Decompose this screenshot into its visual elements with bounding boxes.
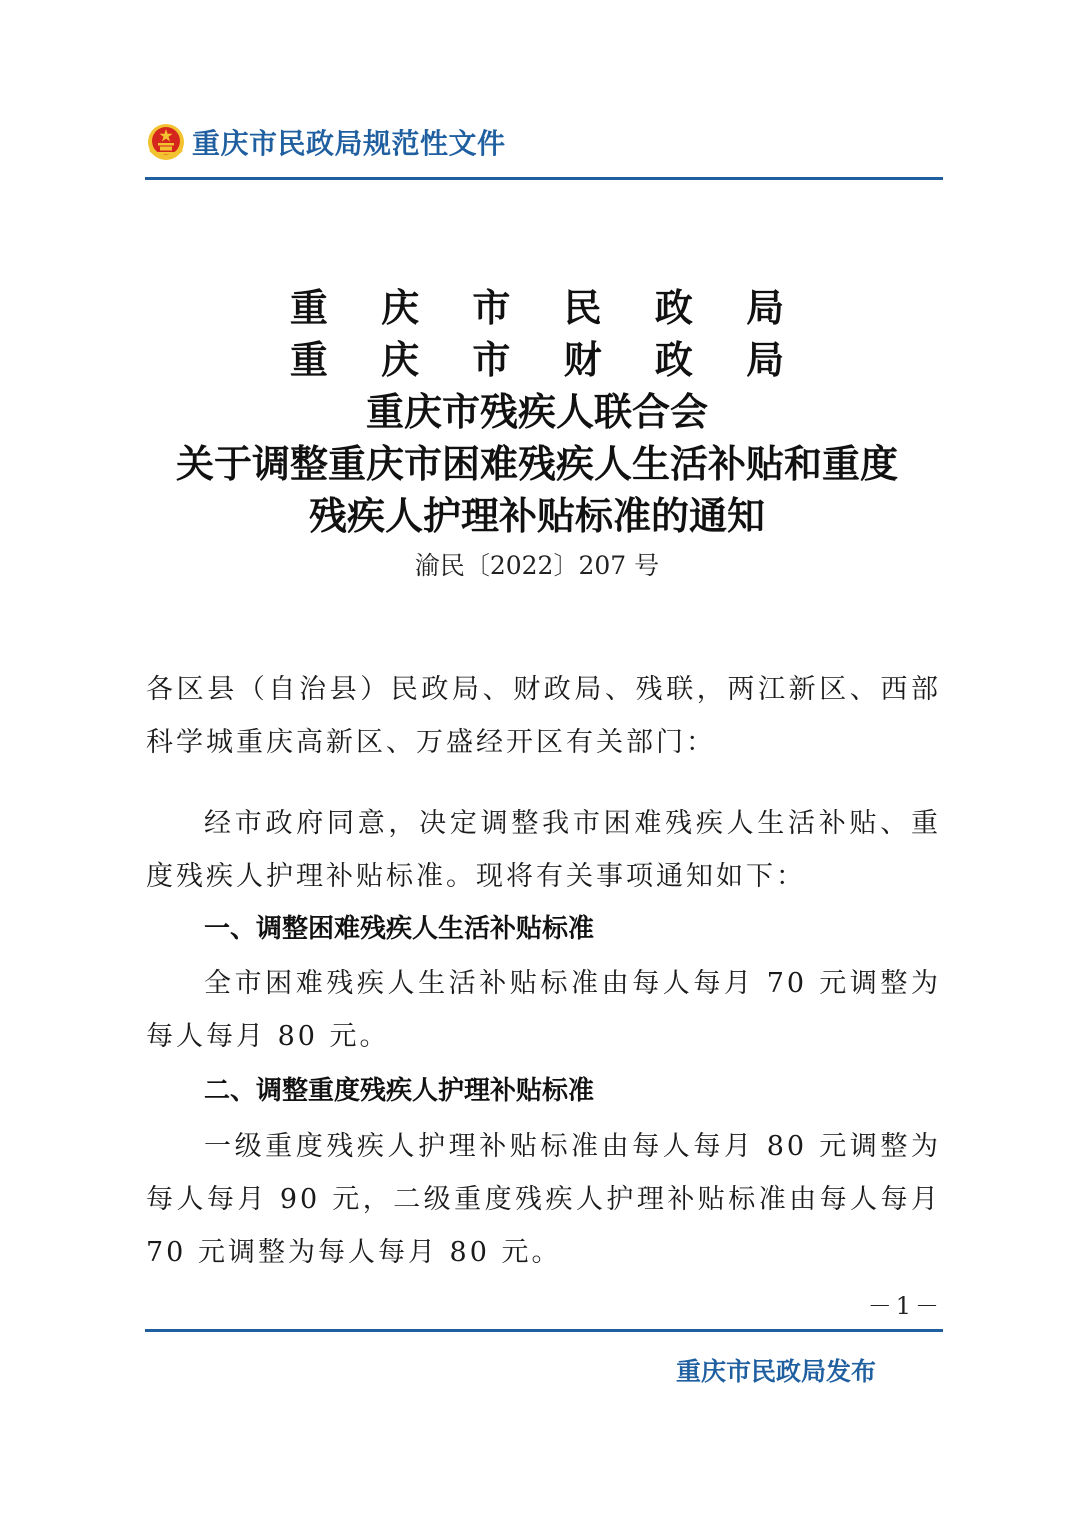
- issuer-finance: 重 庆 市 财 政 局: [289, 338, 805, 382]
- publisher: 重庆市民政局发布: [676, 1357, 877, 1386]
- issuer-disabled-federation: 重庆市残疾人联合会: [365, 390, 708, 434]
- footer-divider: [145, 1329, 943, 1332]
- document-title: [0, 282, 1074, 584]
- page-number: －1－: [867, 1292, 943, 1320]
- national-emblem-icon: [146, 122, 186, 162]
- header-divider: [145, 177, 943, 180]
- document-header: [146, 118, 506, 166]
- header-title: 重庆市民政局规范性文件: [192, 127, 506, 160]
- section-2-heading: 二、调整重度残疾人护理补贴标准: [204, 1076, 595, 1106]
- section-1-text: 全市困难残疾人生活补贴标准由每人每月 70 元调整为每人每月 80 元。: [146, 968, 941, 1052]
- section-1-heading: 一、调整困难残疾人生活补贴标准: [204, 914, 595, 944]
- addressee: 各区县（自治县）民政局、财政局、残联，两江新区、西部科学城重庆高新区、万盛经开区有关部门：: [146, 674, 941, 758]
- notice-title-line-1: 关于调整重庆市困难残疾人生活补贴和重度: [175, 442, 898, 486]
- issuer-civil-affairs: 重 庆 市 民 政 局: [289, 286, 805, 330]
- intro-paragraph: 经市政府同意，决定调整我市困难残疾人生活补贴、重度残疾人护理补贴标准。现将有关事项通知如下：: [146, 808, 941, 892]
- section-2-text: 一级重度残疾人护理补贴标准由每人每月 80 元调整为每人每月 90 元，二级重度残疾人护理补贴标准由每人每月 70 元调整为每人每月 80 元。: [146, 1131, 941, 1268]
- notice-title-line-2: 残疾人护理补贴标准的通知: [308, 494, 765, 538]
- document-number: 渝民〔2022〕207 号: [414, 551, 660, 580]
